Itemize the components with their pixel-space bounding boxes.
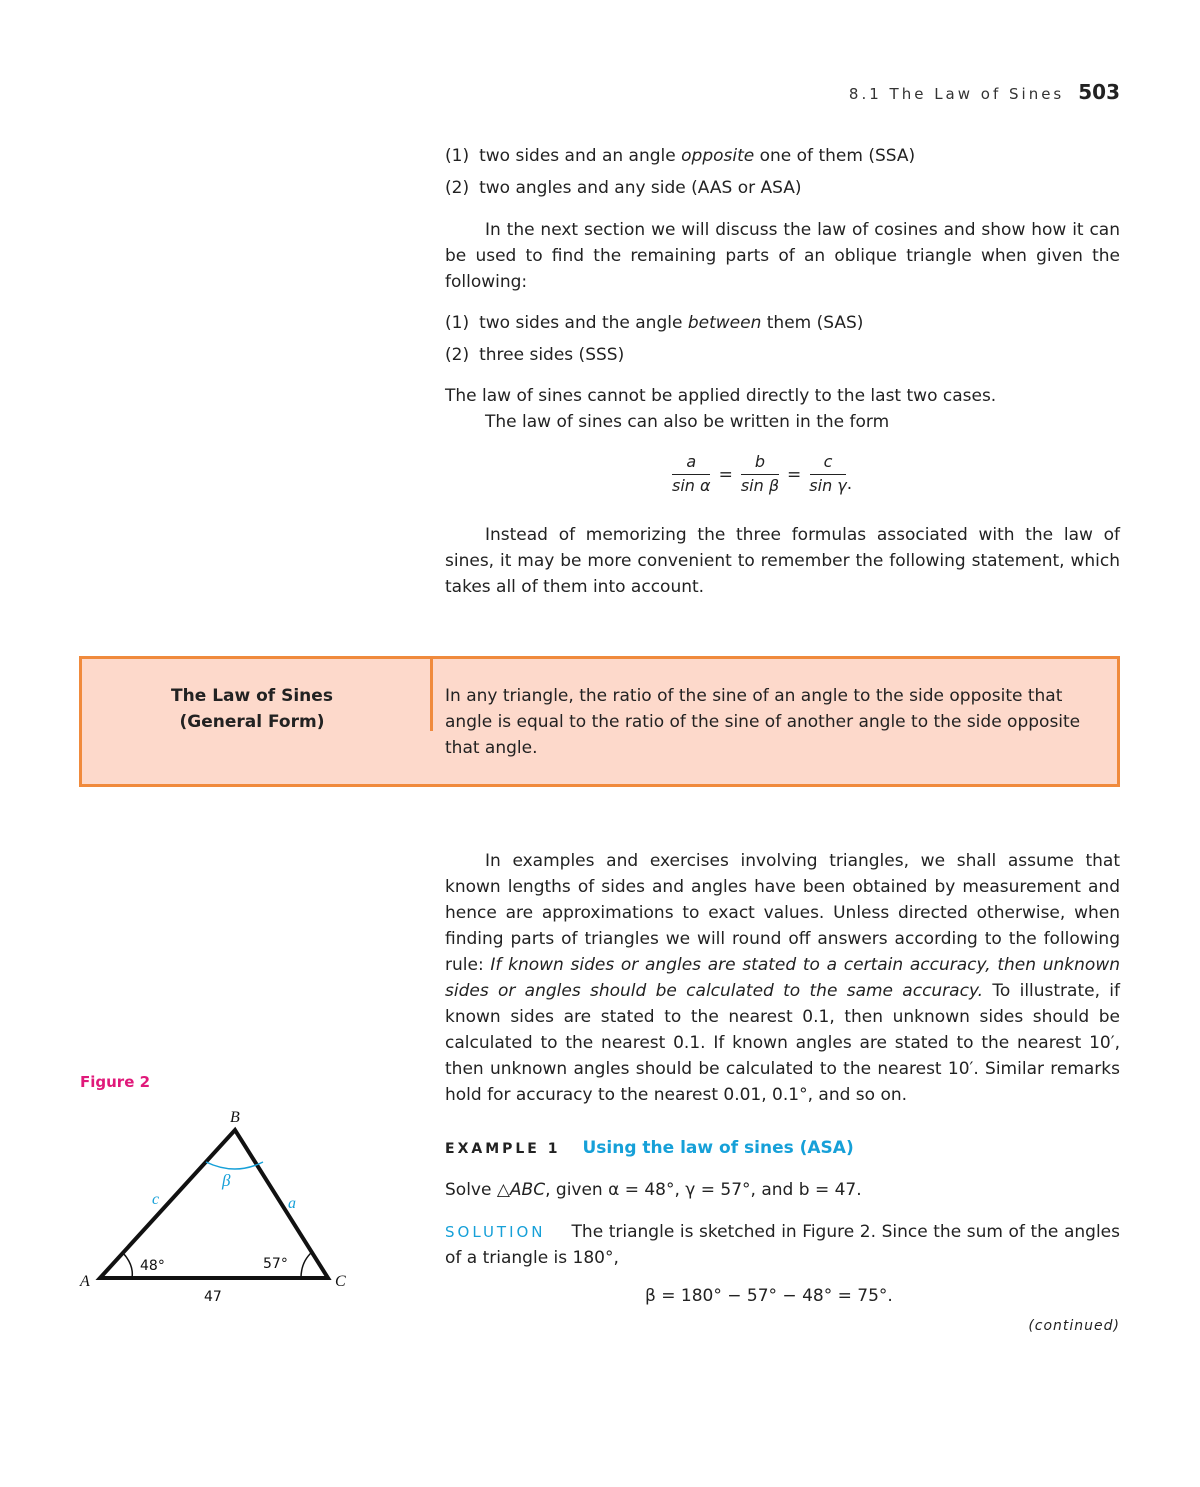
fraction-c [809,452,846,497]
fraction-a [672,452,711,497]
case-list-sines [445,143,1120,201]
beta-label: β [222,1171,231,1190]
list-text: them (SAS) [761,313,864,333]
example-problem [445,1177,1120,1203]
vertex-b-label: B [230,1109,240,1126]
rule-emphasis: If known sides or angles are stated to a certain accuracy, then unknown sides or angles should be calculated to the same accuracy. [445,955,1120,1001]
example-label: EXAMPLE 1 [445,1141,561,1157]
list-emphasis: opposite [681,146,755,166]
denominator: sin γ [809,476,847,495]
list-text: three sides (SSS) [479,345,625,365]
definition-box [79,656,1120,787]
vertex-a-label: A [80,1273,90,1290]
formula-period: . [846,473,853,494]
list-item [445,175,1120,201]
numerator: b [741,452,779,475]
figure-label: Figure 2 [80,1073,151,1091]
box-text: In any triangle, the ratio of the sine of an angle to the side opposite that angle is equal to the ratio of the sine of another angle to the side opposite that angle. [445,686,1081,758]
side-c-label: c [152,1191,160,1208]
paragraph-text: To illustrate, if known sides are stated to the nearest 0.1, then unknown sides should be calculated to the nearest 0.1. If known angles are stated to the nearest 10′, then unknown angles should be calculated to the nearest 10′. Similar remarks hold for accuracy to the nearest 0.01, 0.1°, and so on. [445,981,1121,1105]
paragraph-instead: Instead of memorizing the three formulas associated with the law of sines, it may be more convenient to remember the following statement, which takes all of them into account. [445,525,1120,597]
box-title-line: The Law of Sines [171,686,333,706]
equals-sign: = [718,464,733,485]
triangle-figure [70,1100,370,1310]
paragraph-examples [445,848,1120,1108]
example-title: Using the law of sines (ASA) [582,1138,854,1158]
solution-text: The triangle is sketched in Figure 2. Since the sum of the angles of a triangle is 180°, [445,1222,1120,1268]
angle-a-value: 48° [140,1258,165,1274]
base-length: 47 [204,1289,222,1305]
continued-note: (continued) [1028,1318,1120,1334]
box-divider [430,659,433,731]
numerator: a [672,452,710,475]
list-text: two angles and any side (AAS or ASA) [479,178,802,198]
equals-sign: = [787,464,802,485]
paragraph-cannot: The law of sines cannot be applied directly to the last two cases. [445,386,997,406]
list-item [445,342,1120,368]
side-a-label: a [288,1195,296,1212]
paragraph-text: In examples and exercises involving triangles, we shall assume that known lengths of sides and angles have been obtained by measurement and hence are approximations to exact values. Unless directed otherwise, when finding parts of triangles we will round off answers according to the following rule: [445,851,1120,975]
angle-a-arc [123,1253,132,1278]
list-number: (2) [445,178,470,198]
list-number: (1) [445,146,470,166]
list-number: (1) [445,313,470,333]
paragraph-cosines: In the next section we will discuss the law of cosines and show how it can be used to find the remaining parts of an oblique triangle when given the following: [445,220,1120,292]
list-item [445,143,1120,169]
page-number: 503 [1078,80,1120,104]
solution-label: SOLUTION [445,1223,546,1241]
denominator: sin β [740,476,780,495]
angle-c-arc [301,1252,312,1278]
beta-equation: β = 180° − 57° − 48° = 75°. [645,1286,893,1306]
problem-text: Solve [445,1180,497,1200]
angle-c-value: 57° [263,1256,288,1272]
list-text: two sides and an angle [479,146,682,166]
box-title [82,683,422,735]
denominator: sin α [672,476,711,495]
triangle-name: △ABC [496,1180,546,1200]
running-header [849,80,1120,104]
fraction-b [741,452,779,497]
solution-paragraph [445,1219,1120,1271]
list-number: (2) [445,345,470,365]
problem-text: , given α = 48°, γ = 57°, and b = 47. [545,1180,862,1200]
list-text: one of them (SSA) [754,146,916,166]
list-text: two sides and the angle [479,313,688,333]
example-heading [445,1138,854,1158]
case-list-cosines [445,310,1120,368]
list-item [445,310,1120,336]
list-emphasis: between [687,313,762,333]
law-of-sines-formula [672,452,852,497]
paragraph-form: The law of sines can also be written in the form [485,412,890,432]
section-title: 8.1 The Law of Sines [848,85,1065,103]
numerator: c [810,452,847,475]
box-title-line: (General Form) [179,712,325,732]
vertex-c-label: C [335,1273,346,1290]
